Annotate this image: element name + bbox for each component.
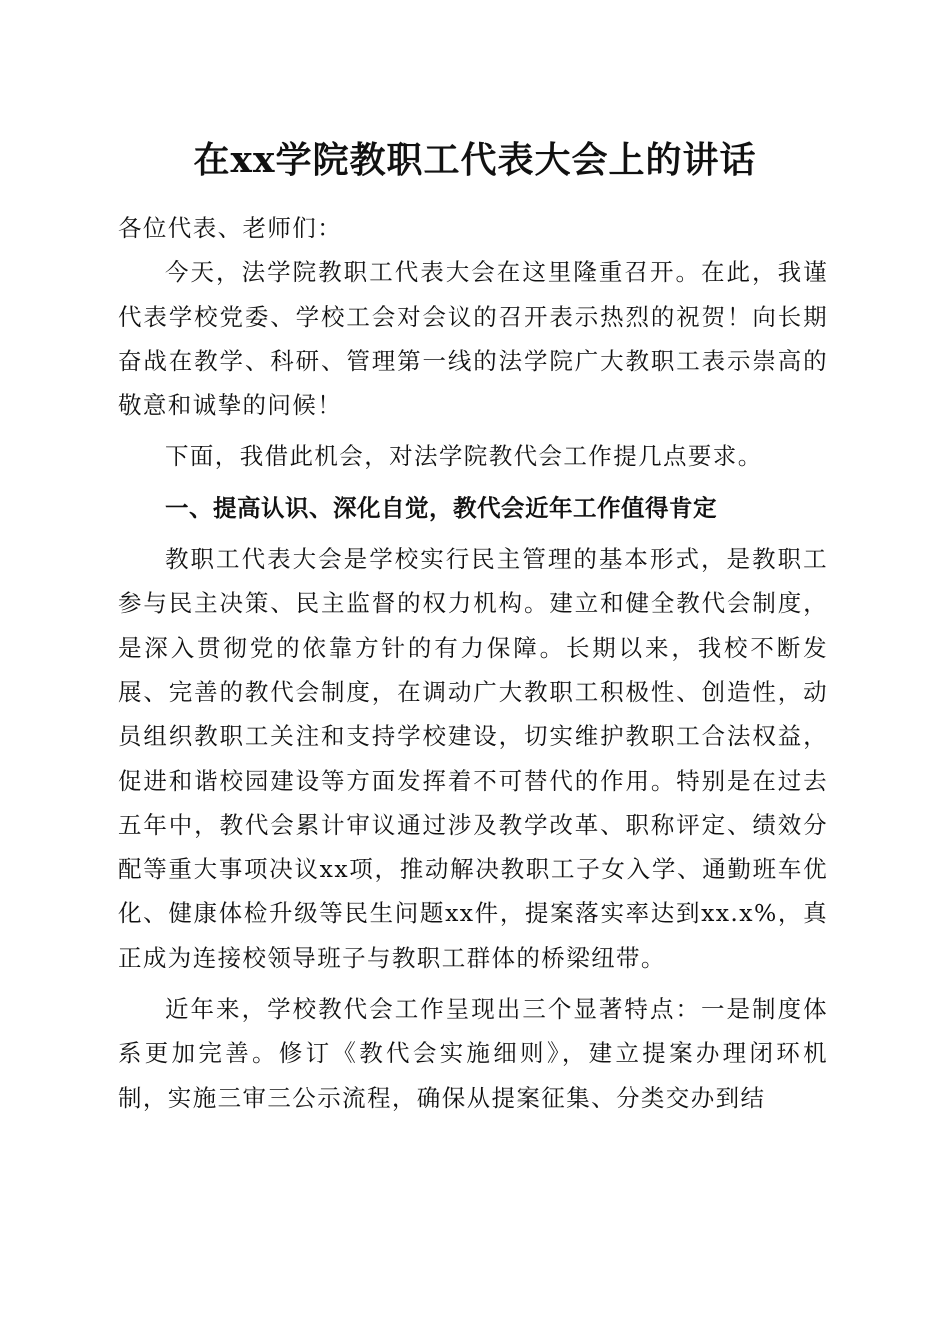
section-heading-1: 一、提高认识、深化自觉，教代会近年工作值得肯定	[165, 493, 717, 522]
paragraph-intro: 下面，我借此机会，对法学院教代会工作提几点要求。	[165, 442, 763, 471]
salutation: 各位代表、老师们：	[118, 214, 343, 242]
paragraph-opening: 今天，法学院教职工代表大会在这里隆重召开。在此，我谨代表学校党委、学校工会对会议的召开表示热烈的祝贺！向长期奋战在教学、科研、管理第一线的法学院广大教职工表示崇高的敬意和诚挚的问候！	[118, 258, 828, 420]
paragraph-recent-features: 近年来，学校教代会工作呈现出三个显著特点：一是制度体系更加完善。修订《教代会实施细则》，建立提案办理闭环机制，实施三审三公示流程，确保从提案征集、分类交办到结	[118, 995, 828, 1112]
document-body	[118, 206, 828, 1120]
paragraph-congress-role: 教职工代表大会是学校实行民主管理的基本形式，是教职工参与民主决策、民主监督的权力机构。建立和健全教代会制度，是深入贯彻党的依靠方针的有力保障。长期以来，我校不断发展、完善的教代会制度，在调动广大教职工积极性、创造性，动员组织教职工关注和支持学校建设，切实维护教职工合法权益，促进和谐校园建设等方面发挥着不可替代的作用。特别是在过去五年中，教代会累计审议通过涉及教学改革、职称评定、绩效分配等重大事项决议xx项，推动解决教职工子女入学、通勤班车优化、健康体检升级等民生问题xx件，提案落实率达到xx.x%，真正成为连接校领导班子与教职工群体的桥梁纽带。	[118, 545, 828, 972]
document-title: 在xx学院教职工代表大会上的讲话	[193, 139, 757, 181]
